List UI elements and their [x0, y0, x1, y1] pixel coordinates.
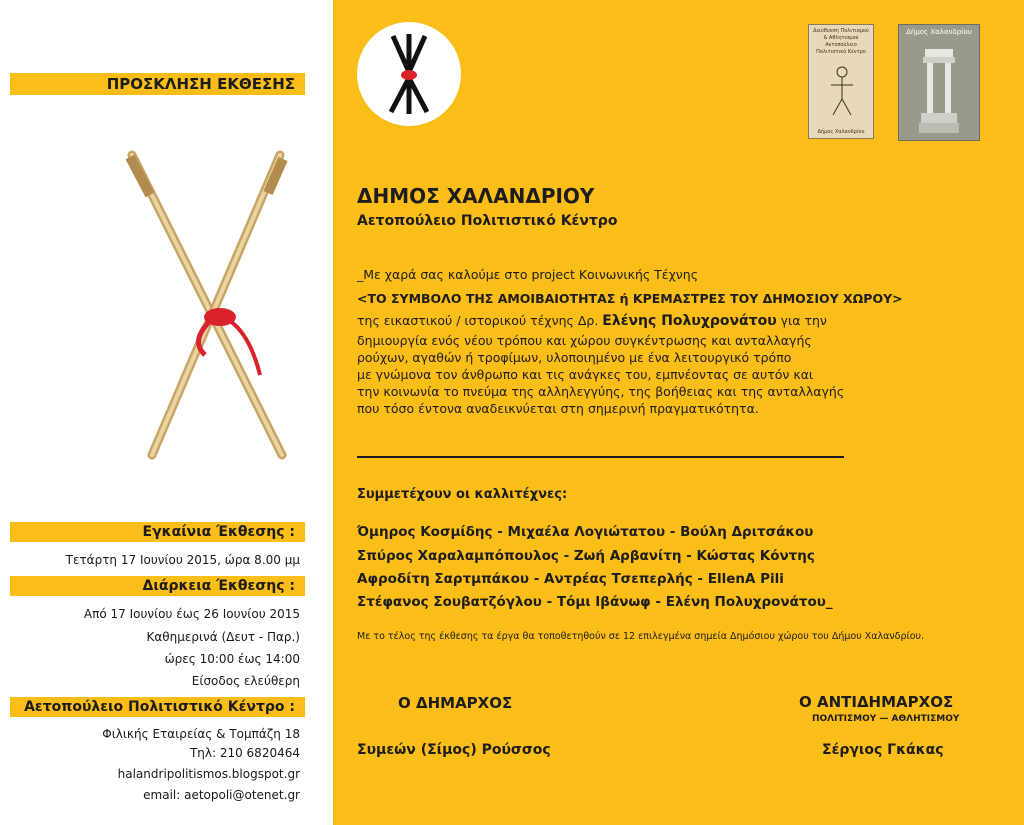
body-line: την κοινωνία το πνεύμα της αλληλεγγύης, της βοήθειας και της ανταλλαγής	[357, 384, 845, 399]
venue-address: Φιλικής Εταιρείας & Τομπάζη 18	[102, 727, 300, 741]
book-cover-1-title: Διεύθυνση Πολιτισμού & Αθλητισμού Αετοπούλειο Πολιτιστικό Κέντρο	[813, 28, 869, 55]
artist-name: Ελένης Πολυχρονάτου	[602, 313, 777, 329]
venue-blog-link[interactable]: halandripolitismos.blogspot.gr	[117, 767, 300, 781]
book-cover-1-footer: Δήμος Χαλανδρίου	[817, 129, 865, 135]
venue-header: Αετοπούλειο Πολιτιστικό Κέντρο :	[10, 697, 305, 717]
mayor-title: Ο ΔΗΜΑΡΧΟΣ	[398, 694, 513, 712]
artists-line: Σπύρος Χαραλαμπόπουλος - Ζωή Αρβανίτη - Κώστας Κόντης	[357, 548, 815, 564]
project-title: <ΤΟ ΣΥΜΒΟΛΟ ΤΗΣ ΑΜΟΙΒΑΙΟΤΗΤΑΣ ή ΚΡΕΜΑΣΤΡΕΣ ΤΟΥ ΔΗΜΟΣΙΟΥ ΧΩΡΟΥ>	[357, 291, 903, 306]
duration-line-hours: ώρες 10:00 έως 14:00	[164, 652, 300, 666]
body-line-artist-prefix: της εικαστικού / ιστορικού τέχνης Δρ.	[357, 313, 603, 328]
opening-header: Εγκαίνια Έκθεσης :	[10, 522, 305, 542]
artists-line: Όμηρος Κοσμίδης - Μιχαέλα Λογιώτατου - Βούλη Δριτσάκου	[357, 524, 814, 540]
artists-line: Αφροδίτη Σαρτμπάκου - Αντρέας Τσεπερλής - EllenA Pili	[357, 571, 784, 587]
book-cover-1	[808, 24, 874, 139]
duration-line-entry: Είσοδος ελεύθερη	[191, 674, 300, 688]
deputy-mayor-name: Σέργιος Γκάκας	[822, 742, 944, 758]
body-line: δημιουργία ενός νέου τρόπου και χώρου συγκέντρωσης και ανταλλαγής	[357, 333, 812, 348]
deputy-mayor-title: Ο ΑΝΤΙΔΗΜΑΡΧΟΣ	[799, 693, 954, 711]
mayor-name: Συμεών (Σίμος) Ρούσσος	[357, 742, 551, 758]
venue-phone: Τηλ: 210 6820464	[189, 746, 300, 760]
venue-email-link[interactable]: email: aetopoli@otenet.gr	[143, 788, 300, 802]
book-figure-icon	[827, 65, 857, 117]
body-line-invite: _Με χαρά σας καλούμε στο project Κοινωνικής Τέχνης	[357, 267, 699, 282]
body-line: με γνώμονα τον άνθρωπο και τις ανάγκες του, εμπνέοντας σε αυτόν και	[357, 367, 814, 382]
cultural-center-title: Αετοπούλειο Πολιτιστικό Κέντρο	[357, 213, 618, 229]
deputy-mayor-portfolio: ΠΟΛΙΤΙΣΜΟΥ — ΑΘΛΗΤΙΣΜΟΥ	[812, 714, 960, 724]
duration-header: Διάρκεια Έκθεσης :	[10, 576, 305, 596]
monument-icon	[917, 45, 961, 137]
municipality-title: ΔΗΜΟΣ ΧΑΛΑΝΔΡΙΟΥ	[357, 184, 595, 208]
invite-title: ΠΡΟΣΚΛΗΣΗ ΕΚΘΕΣΗΣ	[10, 73, 305, 95]
duration-line-dates: Από 17 Ιουνίου έως 26 Ιουνίου 2015	[83, 607, 300, 621]
placement-note: Με το τέλος της έκθεσης τα έργα θα τοποθετηθούν σε 12 επιλεγμένα σημεία Δημόσιου χώρου του Δήμου Χαλανδρίου.	[357, 631, 925, 642]
opening-text: Τετάρτη 17 Ιουνίου 2015, ώρα 8.00 μμ	[65, 553, 300, 567]
duration-line-days: Καθημερινά (Δευτ - Παρ.)	[146, 630, 300, 644]
body-line-artist-suffix: για την	[776, 313, 827, 328]
body-line: ρούχων, αγαθών ή τροφίμων, υλοποιημένο με ένα λειτουργικό τρόπο	[357, 350, 792, 365]
artists-line: Στέφανος Σουβατζόγλου - Τόμι Ιβάνωφ - Ελένη Πολυχρονάτου_	[357, 594, 833, 610]
body-line: που τόσο έντονα αναδεικνύεται στη σημερινή πραγματικότητα.	[357, 401, 759, 416]
artists-header: Συμμετέχουν οι καλλιτέχνες:	[357, 487, 568, 502]
body-line-artist	[357, 313, 827, 329]
hangers-illustration	[110, 145, 310, 465]
symbol-logo-icon	[357, 22, 461, 126]
book-cover-2	[898, 24, 980, 141]
book-cover-2-title: Δήμος Χαλανδρίου	[906, 28, 972, 36]
divider	[357, 456, 844, 458]
logo	[357, 22, 461, 126]
